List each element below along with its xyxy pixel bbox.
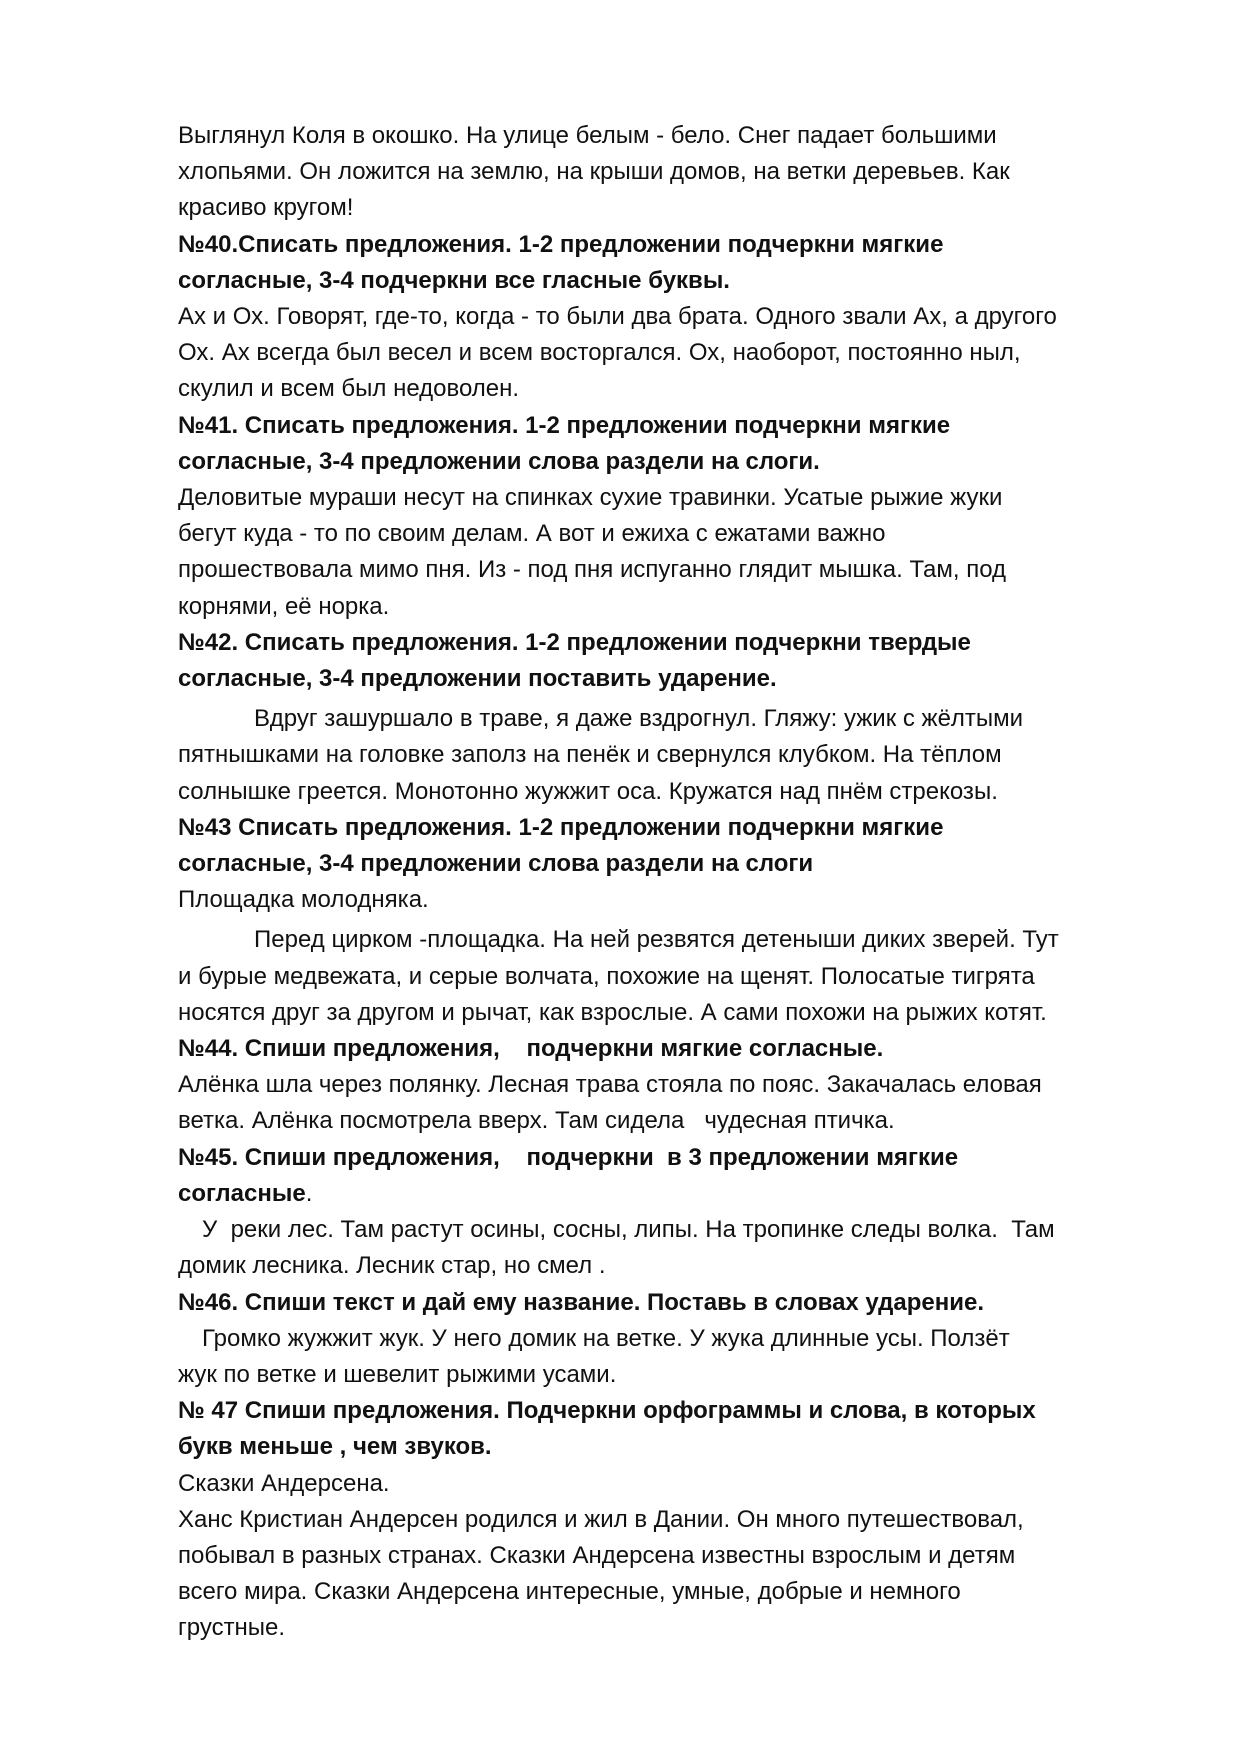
worksheet-page [178, 118, 1178, 1647]
exercise-47 [178, 1393, 1178, 1646]
text-line: Вдруг зашуршало в траве, я даже вздрогнул. Гляжу: ужик с жёлтыми [254, 705, 1024, 733]
text-line: У реки лес. Там растут осины, сосны, липы. На тропинке следы волка. Там [202, 1216, 1055, 1244]
exercise-40 [178, 227, 1178, 408]
text-line: Ах и Ох. Говорят, где-то, когда - то были два брата. Одного звали Ах, а другого [178, 303, 1057, 331]
text-line: красиво кругом! [178, 194, 354, 222]
exercise-task: №42. Списать предложения. 1-2 предложении подчеркни твердые [178, 628, 971, 656]
text-line: Ханс Кристиан Андерсен родился и жил в Дании. Он много путешествовал, [178, 1505, 1024, 1533]
text-line: грустные. [178, 1614, 286, 1642]
text-line: Перед цирком -площадка. На ней резвятся детеныши диких зверей. Тут [254, 926, 1059, 954]
text-title: Сказки Андерсена. [178, 1469, 390, 1497]
text-line: Ох. Ах всегда был весел и всем восторгался. Ох, наоборот, постоянно ныл, [178, 339, 1021, 367]
exercise-task: №45. Спиши предложения, подчеркни в 3 предложении мягкие [178, 1143, 959, 1171]
text-line: прошествовала мимо пня. Из - под пня испуганно глядит мышка. Там, под [178, 556, 1007, 584]
text-line: пятнышками на головке заполз на пенёк и свернулся клубком. На тёплом [178, 741, 1002, 769]
exercise-44 [178, 1031, 1178, 1140]
exercise-41 [178, 408, 1178, 625]
text-line: жук по ветке и шевелит рыжими усами. [178, 1360, 617, 1388]
exercise-42 [178, 625, 1178, 810]
exercise-task: №40.Списать предложения. 1-2 предложении подчеркни мягкие [178, 230, 944, 258]
text-line: хлопьями. Он ложится на землю, на крыши домов, на ветки деревьев. Как [178, 158, 1010, 186]
text-line: ветка. Алёнка посмотрела вверх. Там сидела чудесная птичка. [178, 1107, 895, 1135]
exercise-task-line [178, 1176, 1178, 1212]
exercise-task-period: . [305, 1179, 313, 1207]
text-line: бегут куда - то по своим делам. А вот и ежиха с ежатами важно [178, 520, 886, 548]
exercise-task: согласные [178, 1179, 306, 1207]
exercise-task: №46. Спиши текст и дай ему название. Поставь в словах ударение. [178, 1288, 985, 1316]
exercise-43 [178, 810, 1178, 1031]
exercise-45 [178, 1140, 1178, 1285]
text-line: корнями, её норка. [178, 592, 390, 620]
exercise-task: №41. Списать предложения. 1-2 предложении подчеркни мягкие [178, 411, 951, 439]
text-title: Площадка молодняка. [178, 886, 429, 914]
exercise-task: согласные, 3-4 предложении слова раздели на слоги. [178, 447, 820, 475]
text-line: Деловитые мураши несут на спинках сухие травинки. Усатые рыжие жуки [178, 484, 1003, 512]
exercise-task: букв меньше , чем звуков. [178, 1433, 492, 1461]
exercise-task: № 47 Спиши предложения. Подчеркни орфограммы и слова, в которых [178, 1397, 1036, 1425]
exercise-task: №44. Спиши предложения, подчеркни мягкие согласные. [178, 1035, 884, 1063]
text-line: Выглянул Коля в окошко. На улице белым - бело. Снег падает большими [178, 122, 997, 149]
text-line: всего мира. Сказки Андерсена интересные, умные, добрые и немного [178, 1578, 961, 1606]
text-line: солнышке греется. Монотонно жужжит оса. Кружатся над пнём стрекозы. [178, 777, 998, 805]
exercise-46 [178, 1285, 1178, 1394]
exercise-task: согласные, 3-4 подчеркни все гласные буквы. [178, 266, 730, 294]
text-line: и бурые медвежата, и серые волчата, похожие на щенят. Полосатые тигрята [178, 962, 1035, 990]
exercise-task: согласные, 3-4 предложении поставить ударение. [178, 665, 777, 693]
exercise-task: согласные, 3-4 предложении слова раздели на слоги [178, 850, 814, 878]
text-line: домик лесника. Лесник стар, но смел . [178, 1252, 606, 1280]
text-line: скулил и всем был недоволен. [178, 375, 520, 403]
intro-paragraph [178, 118, 1178, 227]
exercise-task: №43 Списать предложения. 1-2 предложении подчеркни мягкие [178, 813, 944, 841]
text-line: Громко жужжит жук. У него домик на ветке. У жука длинные усы. Ползёт [202, 1324, 1010, 1352]
text-line: носятся друг за другом и рычат, как взрослые. А сами похожи на рыжих котят. [178, 998, 1047, 1026]
text-line: Алёнка шла через полянку. Лесная трава стояла по пояс. Закачалась еловая [178, 1071, 1042, 1099]
text-line: побывал в разных странах. Сказки Андерсена известны взрослым и детям [178, 1541, 1016, 1569]
